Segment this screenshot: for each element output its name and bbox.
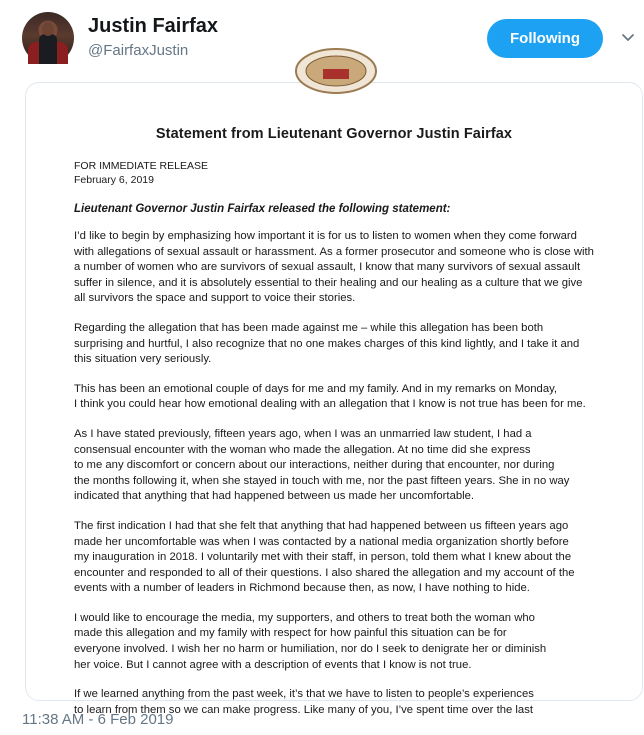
tweet-timestamp[interactable]: 11:38 AM - 6 Feb 2019 — [22, 711, 174, 728]
statement-paragraph: Regarding the allegation that has been made against me – while this allegation has been both surprising and hurtful, I also recognize that no one makes charges of this kind lightly, and I take it and this situation very seriously. — [74, 321, 580, 366]
statement-title: Statement from Lieutenant Governor Justin Fairfax — [155, 126, 513, 142]
chevron-down-icon[interactable] — [620, 30, 636, 46]
statement-paragraph: The first indication I had that she felt that anything that had happened between us fifteen years ago made her uncomfortable was when I was contacted by a national media organization shortly before my inauguration in 2018. I voluntarily met with their staff, in person, told them what I knew about the encounter and responded to all of their questions. I also shared the allegation and my account of the events with a number of leaders in Richmond because then, as now, I have nothing to hide. — [74, 519, 575, 595]
release-line: FOR IMMEDIATE RELEASE — [74, 160, 208, 172]
avatar-head — [42, 22, 54, 36]
following-button[interactable]: Following — [487, 19, 603, 58]
statement-lead: Lieutenant Governor Justin Fairfax released the following statement: — [74, 203, 451, 215]
avatar-body — [39, 34, 57, 64]
release-info — [74, 160, 629, 187]
author-handle[interactable]: @FairfaxJustin — [88, 42, 189, 59]
release-date: February 6, 2019 — [74, 173, 154, 186]
avatar[interactable] — [22, 12, 74, 64]
statement-paragraph: I’d like to begin by emphasizing how important it is for us to listen to women when they come forward with allegations of sexual assault or harassment. As a former prosecutor and someone who is close with a number of women who are survivors of sexual assault, I know that many survivors of sexual assault suffer in silence, and it is absolutely essential to their healing and our healing as a culture that we give all survivors the space and support to voice their stories. — [74, 230, 594, 305]
state-seal-icon — [293, 67, 379, 97]
statement-paragraph: As I have stated previously, fifteen years ago, when I was an unmarried law student, I had a consensual encounter with the woman who made the allegation. At no time did she express to me any discomfort or concern about our interactions, neither during that encounter, nor during the months following it, when she stayed in touch with me, nor the past fifteen years. She in no way indicated that anything that had happened between us made her uncomfortable. — [74, 427, 570, 503]
statement-paragraph: I would like to encourage the media, my supporters, and others to treat both the woman who made this allegation and my family with respect for how painful this situation can be for everyone involved. I wish her no harm or humiliation, nor do I seek to denigrate her or diminish her voice. But I cannot agree with a description of events that I know is not true. — [74, 611, 547, 671]
statement-image[interactable] — [25, 82, 643, 716]
author-name[interactable]: Justin Fairfax — [88, 15, 219, 37]
statement-paragraph: If we learned anything from the past week, it’s that we have to listen to people’s experiences to learn from them so we can make progress. Like many of you, I’ve spent time over the last — [74, 688, 534, 716]
statement-paragraph: This has been an emotional couple of days for me and my family. And in my remarks on Monday, I think you could hear how emotional dealing with an allegation that I know is not true has been for me. — [74, 382, 586, 411]
